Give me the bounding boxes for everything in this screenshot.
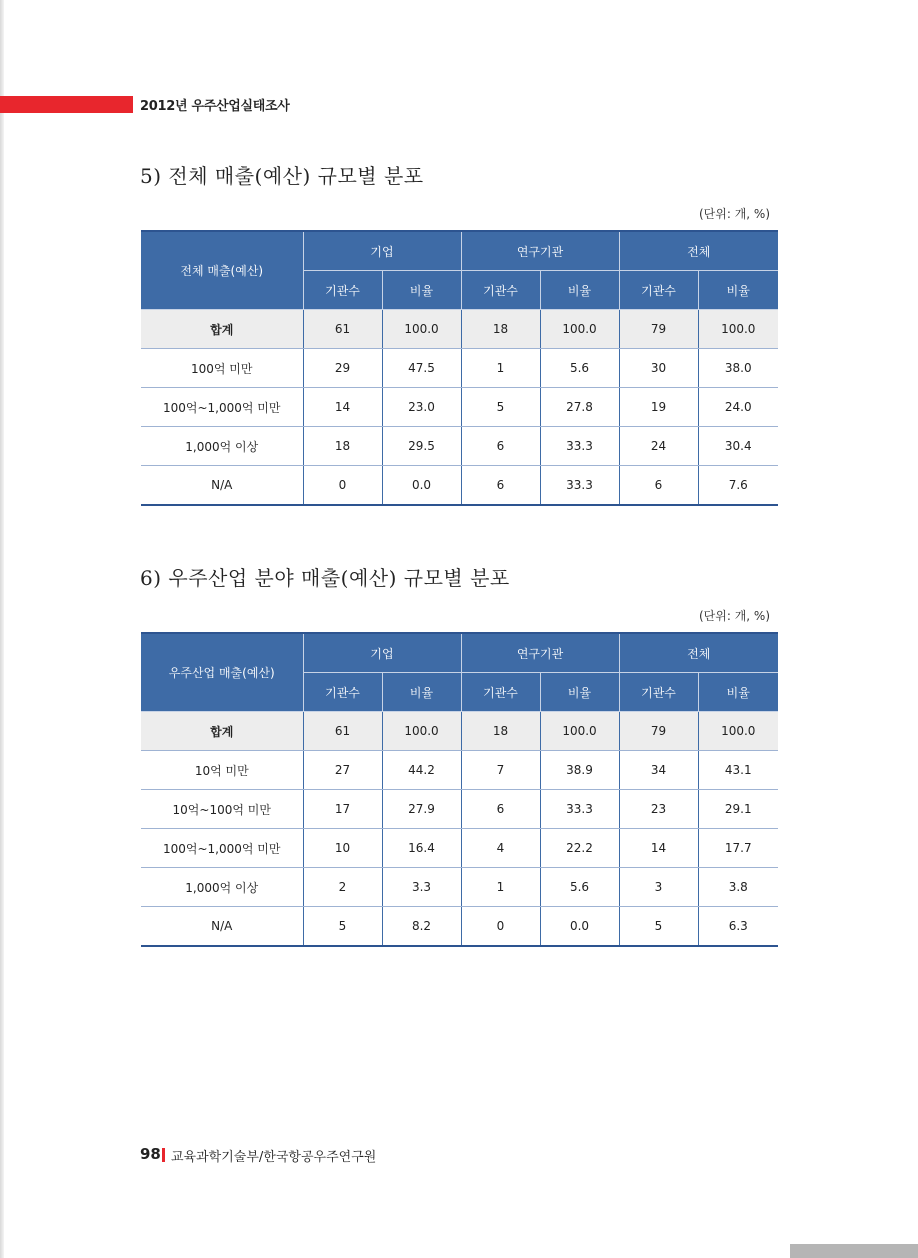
table-cell: 17: [303, 790, 382, 829]
table-row: [141, 790, 778, 829]
table-cell: 47.5: [382, 349, 461, 388]
row-label: 1,000억 이상: [141, 427, 303, 466]
footer-separator: [162, 1148, 165, 1162]
table-cell: 34: [619, 751, 698, 790]
table-cell: 0: [303, 466, 382, 506]
sub-header-ratio: 비율: [540, 271, 619, 310]
table-cell: 4: [461, 829, 540, 868]
table-cell: 19: [619, 388, 698, 427]
table-cell: 61: [303, 712, 382, 751]
footer-publisher: 교육과학기술부/한국항공우주연구원: [171, 1150, 377, 1165]
table-cell: 0.0: [540, 907, 619, 947]
table-cell: 61: [303, 310, 382, 349]
table-cell: 7: [461, 751, 540, 790]
sub-header-count: 기관수: [303, 271, 382, 310]
group-header-research: 연구기관: [461, 633, 619, 673]
row-label: 100억~1,000억 미만: [141, 829, 303, 868]
table-row: [141, 427, 778, 466]
sub-header-count: 기관수: [619, 673, 698, 712]
table-cell: 0.0: [382, 466, 461, 506]
space-sales-distribution-table: [141, 632, 778, 947]
sub-header-ratio: 비율: [698, 271, 778, 310]
table-cell: 23.0: [382, 388, 461, 427]
table-row-total: [141, 712, 778, 751]
row-label: N/A: [141, 466, 303, 506]
table-row-total: [141, 310, 778, 349]
table-cell: 5.6: [540, 868, 619, 907]
table-cell: 18: [461, 712, 540, 751]
row-header-cell: 전체 매출(예산): [141, 231, 303, 310]
table-cell: 38.9: [540, 751, 619, 790]
row-header-cell: 우주산업 매출(예산): [141, 633, 303, 712]
table-cell: 100.0: [540, 712, 619, 751]
table-cell: 3: [619, 868, 698, 907]
group-header-total: 전체: [619, 231, 778, 271]
row-label: N/A: [141, 907, 303, 947]
table-cell: 5: [303, 907, 382, 947]
page-number: 98: [140, 1145, 161, 1163]
group-header-total: 전체: [619, 633, 778, 673]
page-edge-shadow: [0, 0, 4, 1258]
row-label: 합계: [141, 310, 303, 349]
table-row: [141, 751, 778, 790]
table-cell: 1: [461, 868, 540, 907]
group-header-company: 기업: [303, 231, 461, 271]
table-cell: 33.3: [540, 427, 619, 466]
row-label: 100억 미만: [141, 349, 303, 388]
table-cell: 7.6: [698, 466, 778, 506]
sub-header-ratio: 비율: [382, 271, 461, 310]
page-corner-tab: [790, 1244, 918, 1258]
row-label: 합계: [141, 712, 303, 751]
table-cell: 6: [461, 790, 540, 829]
table-cell: 24.0: [698, 388, 778, 427]
table-cell: 27.9: [382, 790, 461, 829]
table-cell: 27.8: [540, 388, 619, 427]
table-cell: 10: [303, 829, 382, 868]
section-title-total-sales: 5) 전체 매출(예산) 규모별 분포: [140, 164, 424, 188]
table-cell: 33.3: [540, 466, 619, 506]
table-cell: 24: [619, 427, 698, 466]
table-cell: 0: [461, 907, 540, 947]
unit-label: (단위: 개, %): [698, 609, 770, 623]
table-cell: 29: [303, 349, 382, 388]
row-label: 100억~1,000억 미만: [141, 388, 303, 427]
sub-header-ratio: 비율: [540, 673, 619, 712]
table-cell: 29.5: [382, 427, 461, 466]
table-cell: 14: [303, 388, 382, 427]
table-cell: 17.7: [698, 829, 778, 868]
table-cell: 6: [619, 466, 698, 506]
table-cell: 5.6: [540, 349, 619, 388]
table-cell: 29.1: [698, 790, 778, 829]
row-label: 10억 미만: [141, 751, 303, 790]
table-cell: 79: [619, 310, 698, 349]
table-cell: 6.3: [698, 907, 778, 947]
row-label: 10억~100억 미만: [141, 790, 303, 829]
table-cell: 30: [619, 349, 698, 388]
table-cell: 79: [619, 712, 698, 751]
table-row: [141, 868, 778, 907]
table-row: [141, 907, 778, 947]
table-cell: 14: [619, 829, 698, 868]
unit-label: (단위: 개, %): [698, 207, 770, 221]
group-header-research: 연구기관: [461, 231, 619, 271]
table-cell: 3.8: [698, 868, 778, 907]
sub-header-count: 기관수: [303, 673, 382, 712]
sub-header-count: 기관수: [619, 271, 698, 310]
table-cell: 22.2: [540, 829, 619, 868]
table-cell: 5: [619, 907, 698, 947]
header-accent-bar: [0, 96, 133, 113]
table-cell: 18: [461, 310, 540, 349]
sub-header-ratio: 비율: [382, 673, 461, 712]
table-cell: 1: [461, 349, 540, 388]
sub-header-ratio: 비율: [698, 673, 778, 712]
table-row: [141, 349, 778, 388]
sub-header-count: 기관수: [461, 271, 540, 310]
sub-header-count: 기관수: [461, 673, 540, 712]
table-cell: 3.3: [382, 868, 461, 907]
row-label: 1,000억 이상: [141, 868, 303, 907]
table-row: [141, 388, 778, 427]
group-header-company: 기업: [303, 633, 461, 673]
table-cell: 33.3: [540, 790, 619, 829]
running-header-title: 2012년 우주산업실태조사: [140, 99, 290, 114]
table-row: [141, 829, 778, 868]
section-title-space-sales: 6) 우주산업 분야 매출(예산) 규모별 분포: [140, 566, 510, 590]
table-cell: 2: [303, 868, 382, 907]
table-cell: 18: [303, 427, 382, 466]
table-cell: 5: [461, 388, 540, 427]
table-cell: 100.0: [540, 310, 619, 349]
table-cell: 100.0: [698, 712, 778, 751]
table-cell: 6: [461, 427, 540, 466]
table-cell: 23: [619, 790, 698, 829]
table-cell: 6: [461, 466, 540, 506]
table-cell: 100.0: [698, 310, 778, 349]
table-cell: 8.2: [382, 907, 461, 947]
table-cell: 100.0: [382, 712, 461, 751]
table-cell: 30.4: [698, 427, 778, 466]
total-sales-distribution-table: [141, 230, 778, 506]
table-row: [141, 466, 778, 506]
table-cell: 27: [303, 751, 382, 790]
table-cell: 43.1: [698, 751, 778, 790]
table-cell: 16.4: [382, 829, 461, 868]
table-cell: 38.0: [698, 349, 778, 388]
table-cell: 100.0: [382, 310, 461, 349]
table-cell: 44.2: [382, 751, 461, 790]
